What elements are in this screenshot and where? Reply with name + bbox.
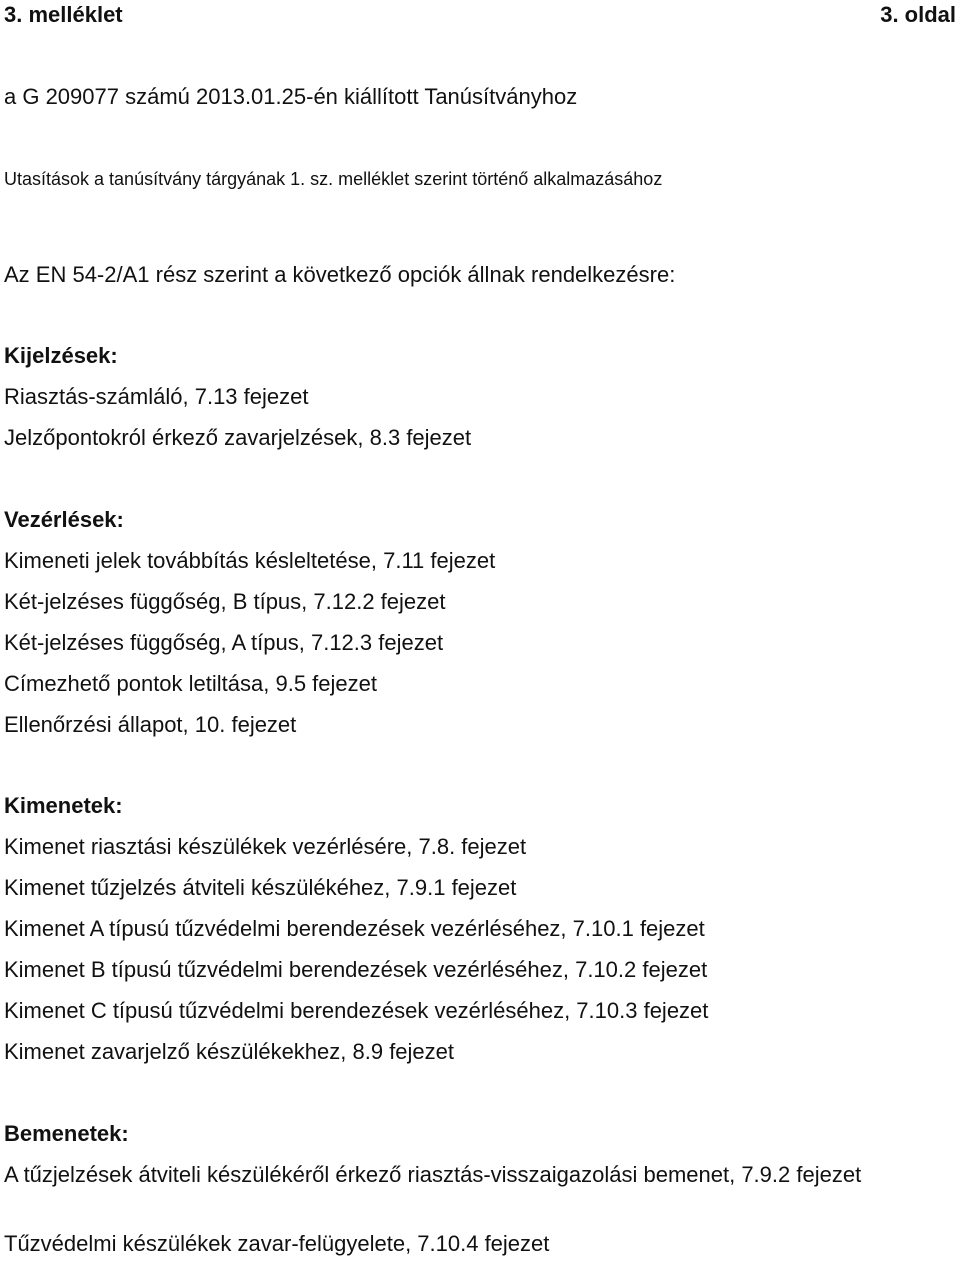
annex-label: 3. melléklet — [4, 2, 123, 27]
list-item: Két-jelzéses függőség, B típus, 7.12.2 fejezet — [4, 589, 446, 614]
list-item: A tűzjelzések átviteli készülékéről érkező riasztás-visszaigazolási bemenet, 7.9.2 fejezet — [4, 1162, 862, 1187]
list-item: Kimenet C típusú tűzvédelmi berendezések vezérléséhez, 7.10.3 fejezet — [4, 998, 709, 1023]
list-item: Címezhető pontok letiltása, 9.5 fejezet — [4, 671, 377, 696]
intro-text: Az EN 54-2/A1 rész szerint a következő opciók állnak rendelkezésre: — [4, 262, 676, 287]
list-item: Jelzőpontokról érkező zavarjelzések, 8.3 fejezet — [4, 425, 472, 450]
section-title: Kimenetek: — [4, 793, 123, 818]
list-item: Kimenet B típusú tűzvédelmi berendezések vezérléséhez, 7.10.2 fejezet — [4, 957, 708, 982]
list-item: Tűzvédelmi készülékek zavar-felügyelete, 7.10.4 fejezet — [4, 1231, 550, 1256]
section-title: Vezérlések: — [4, 507, 124, 532]
list-item: Kimenet riasztási készülékek vezérlésére, 7.8. fejezet — [4, 834, 527, 859]
document-subtitle: a G 209077 számú 2013.01.25-én kiállított Tanúsítványhoz — [4, 84, 578, 109]
list-item: Kimenet A típusú tűzvédelmi berendezések vezérléséhez, 7.10.1 fejezet — [4, 916, 705, 941]
section-title: Bemenetek: — [4, 1121, 129, 1146]
list-item: Kimeneti jelek továbbítás késleltetése, 7.11 fejezet — [4, 548, 496, 573]
instructions-line: Utasítások a tanúsítvány tárgyának 1. sz. melléklet szerint történő alkalmazásához — [4, 169, 663, 189]
page-number: 3. oldal — [880, 2, 956, 27]
list-item: Két-jelzéses függőség, A típus, 7.12.3 fejezet — [4, 630, 444, 655]
list-item: Kimenet zavarjelző készülékekhez, 8.9 fejezet — [4, 1039, 455, 1064]
list-item: Kimenet tűzjelzés átviteli készülékéhez, 7.9.1 fejezet — [4, 875, 517, 900]
section-title: Kijelzések: — [4, 343, 118, 368]
list-item: Ellenőrzési állapot, 10. fejezet — [4, 712, 297, 737]
list-item: Riasztás-számláló, 7.13 fejezet — [4, 384, 309, 409]
